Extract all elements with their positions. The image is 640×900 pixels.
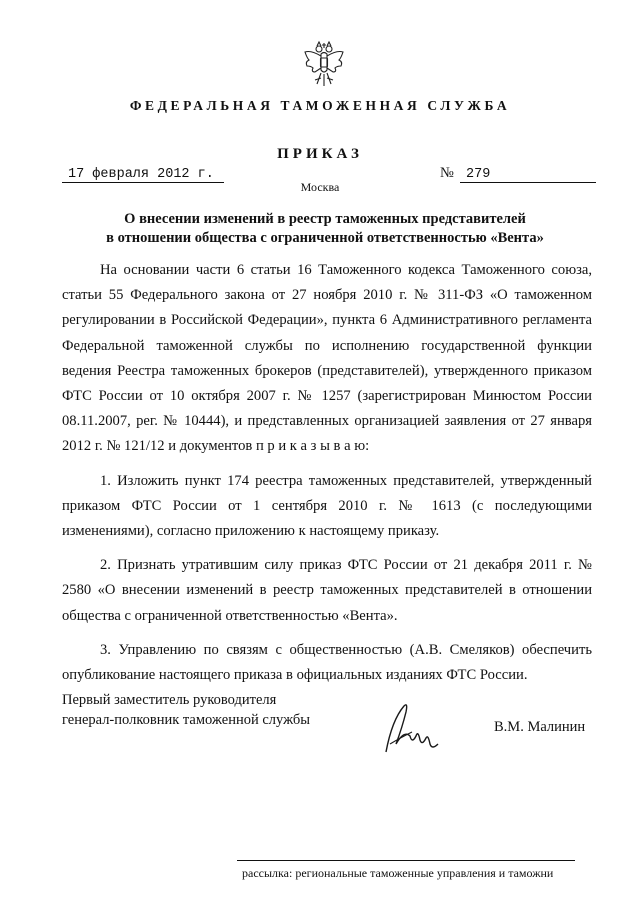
distribution-divider: [237, 860, 575, 861]
position-line-1: Первый заместитель руководителя: [62, 692, 277, 708]
city-name: Москва: [300, 180, 340, 194]
order-item-2: 2. Признать утратившим силу приказ ФТС России от 21 декабря 2011 г. № 2580 «О внесении изменений в реестр таможенных представителей в отношении общества с ограниченной ответственностью «Вента».: [62, 557, 592, 624]
number-sign: №: [440, 165, 454, 181]
distribution-list: рассылка: региональные таможенные управления и таможни: [242, 866, 554, 880]
preamble-paragraph: На основании части 6 статьи 16 Таможенного кодекса Таможенного союза, статьи 55 Федерального закона от 27 ноября 2010 г. № 311-ФЗ «О таможенном регулировании в Российской Федерации», пункта 6 Административного регламента Федеральной таможенной службы по исполнению государственной функции ведения Реестра таможенных брокеров (представителей), утвержденного приказом ФТС России от 10 октября 2007 г. № 1257 (зарегистрирован Минюстом России 08.11.2007, рег. № 10444), и представленных организацией заявления от 27 января 2012 г. № 121/12 и документов п р и к а з ы в а ю:: [62, 262, 592, 455]
title-line-1: О внесении изменений в реестр таможенных представителей: [124, 211, 526, 227]
coat-of-arms-emblem: [301, 40, 347, 88]
document-title: [0, 210, 640, 248]
handwritten-signature: [382, 700, 444, 760]
signatory-name: В.М. Малинин: [494, 719, 586, 735]
position-line-2: генерал-полковник таможенной службы: [62, 712, 311, 728]
title-line-2: в отношении общества с ограниченной ответственностью «Вента»: [106, 230, 544, 246]
document-type: ПРИКАЗ: [277, 146, 363, 162]
order-item-1: 1. Изложить пункт 174 реестра таможенных представителей, утвержденный приказом ФТС России от 1 сентября 2010 г. № 1613 (с последующими изменениями), согласно приложению к настоящему приказу.: [62, 472, 592, 540]
order-number: 279: [460, 167, 596, 183]
agency-name: ФЕДЕРАЛЬНАЯ ТАМОЖЕННАЯ СЛУЖБА: [129, 98, 511, 113]
signatory-position: [62, 690, 310, 730]
order-date: 17 февраля 2012 г.: [62, 167, 224, 183]
document-body: [62, 258, 592, 697]
order-item-3: 3. Управлению по связям с общественностью (А.В. Смеляков) обеспечить опубликование настоящего приказа в официальных изданиях ФТС России.: [62, 641, 592, 684]
